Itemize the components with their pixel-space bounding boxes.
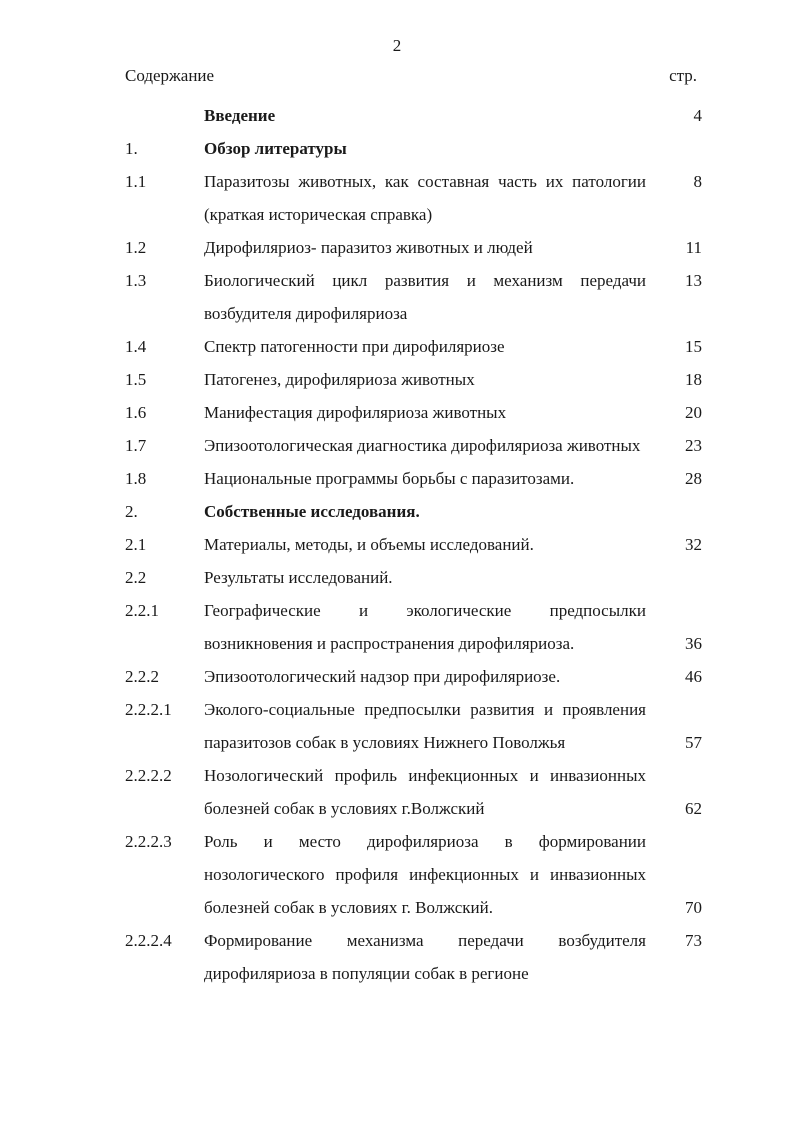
toc-entry (0, 660, 794, 693)
toc-entry (0, 231, 794, 264)
toc-entry-page: 57 (685, 733, 702, 752)
toc-entry-number: 2.2.2.1 (125, 700, 172, 719)
toc-entry (0, 132, 794, 165)
toc-entry-title: Эпизоотологический надзор при дирофиляриозе. (204, 667, 561, 686)
toc-entry-title: Материалы, методы, и объемы исследований. (204, 535, 534, 554)
toc-entry-number: 2.2.2.2 (125, 766, 172, 785)
toc-entry-title: Результаты исследований. (204, 568, 393, 587)
toc-entry-page: 15 (685, 337, 702, 356)
toc-entry-title: Нозологический профиль инфекционных и инвазионных болезней собак в условиях г.Волжский (204, 766, 646, 818)
toc-entry (0, 495, 794, 528)
toc-entry-title: Дирофиляриоз- паразитоз животных и людей (204, 238, 533, 257)
toc-entry-title: Национальные программы борьбы с паразитозами. (204, 469, 575, 488)
toc-entry (0, 528, 794, 561)
toc-entry (0, 825, 794, 924)
toc-entry (0, 759, 794, 825)
toc-entry-title: Введение (204, 106, 276, 125)
toc-entry-title: Патогенез, дирофиляриоза животных (204, 370, 475, 389)
toc-entry-number: 2. (125, 502, 138, 521)
toc-entry-number: 2.2 (125, 568, 147, 587)
page-number: 2 (392, 36, 402, 55)
toc-entry-title: Биологический цикл развития и механизм передачи возбудителя дирофиляриоза (204, 271, 646, 323)
toc-entry (0, 330, 794, 363)
toc-entry-title: Паразитозы животных, как составная часть их патологии (краткая историческая справка) (204, 172, 646, 224)
toc-header (125, 66, 697, 88)
toc-entry-title: Формирование механизма передачи возбудителя дирофиляриоза в популяции собак в регионе (204, 931, 646, 983)
toc-entry (0, 561, 794, 594)
toc-entry-number: 1.8 (125, 469, 147, 488)
toc-entry (0, 429, 794, 462)
toc-entry (0, 594, 794, 660)
toc-entry-number: 1.6 (125, 403, 147, 422)
toc-entry-number: 1.3 (125, 271, 147, 290)
toc-entry-title: Роль и место дирофиляриоза в формировании нозологического профиля инфекционных и инвазионных болезней собак в условиях г. Волжский. (204, 832, 646, 917)
toc-entry-title: Эколого-социальные предпосылки развития и проявления паразитозов собак в условиях Нижнего Поволжья (204, 700, 646, 752)
toc-entry-number: 1.1 (125, 172, 147, 191)
toc-entry-number: 2.2.2 (125, 667, 159, 686)
toc-entry-title: Географические и экологические предпосылки возникновения и распространения дирофиляриоза. (204, 601, 646, 653)
toc-entry-page: 20 (685, 403, 702, 422)
toc-entry-number: 2.2.2.3 (125, 832, 172, 851)
toc-entry-title: Манифестация дирофиляриоза животных (204, 403, 507, 422)
toc-entry-page: 8 (693, 172, 702, 191)
toc-entry (0, 693, 794, 759)
toc-entry-page: 4 (693, 106, 702, 125)
toc-entry-title: Обзор литературы (204, 139, 347, 158)
toc-entry (0, 924, 794, 990)
toc-heading: Содержание (125, 66, 215, 85)
toc-entry-number: 1.4 (125, 337, 147, 356)
toc-entry-number: 2.1 (125, 535, 147, 554)
toc-entry-page: 13 (685, 271, 702, 290)
toc-entry-title: Спектр патогенности при дирофиляриозе (204, 337, 505, 356)
toc-entry (0, 462, 794, 495)
toc-entry-page: 73 (685, 931, 702, 950)
toc-entry-page: 11 (685, 238, 702, 257)
toc-entry (0, 99, 794, 132)
toc-entry-page: 18 (685, 370, 702, 389)
toc-entry-title: Собственные исследования. (204, 502, 420, 521)
toc-entry-number: 2.2.2.4 (125, 931, 172, 950)
toc-entry-page: 70 (685, 898, 702, 917)
toc-entry (0, 165, 794, 231)
toc-entry-number: 1.2 (125, 238, 147, 257)
toc-entry-number: 2.2.1 (125, 601, 159, 620)
toc-entry-number: 1.7 (125, 436, 147, 455)
toc-entry-number: 1. (125, 139, 138, 158)
toc-entry-page: 36 (685, 634, 702, 653)
toc-entry-page: 46 (685, 667, 702, 686)
toc-entry-page: 23 (685, 436, 702, 455)
toc-entry-page: 28 (685, 469, 702, 488)
toc-entry (0, 264, 794, 330)
table-of-contents (0, 99, 794, 990)
toc-entry (0, 363, 794, 396)
toc-entry-number: 1.5 (125, 370, 147, 389)
toc-entry (0, 396, 794, 429)
toc-entry-page: 62 (685, 799, 702, 818)
toc-entry-title: Эпизоотологическая диагностика дирофиляриоза животных (204, 436, 641, 455)
page-column-label: стр. (669, 66, 697, 85)
toc-entry-page: 32 (685, 535, 702, 554)
